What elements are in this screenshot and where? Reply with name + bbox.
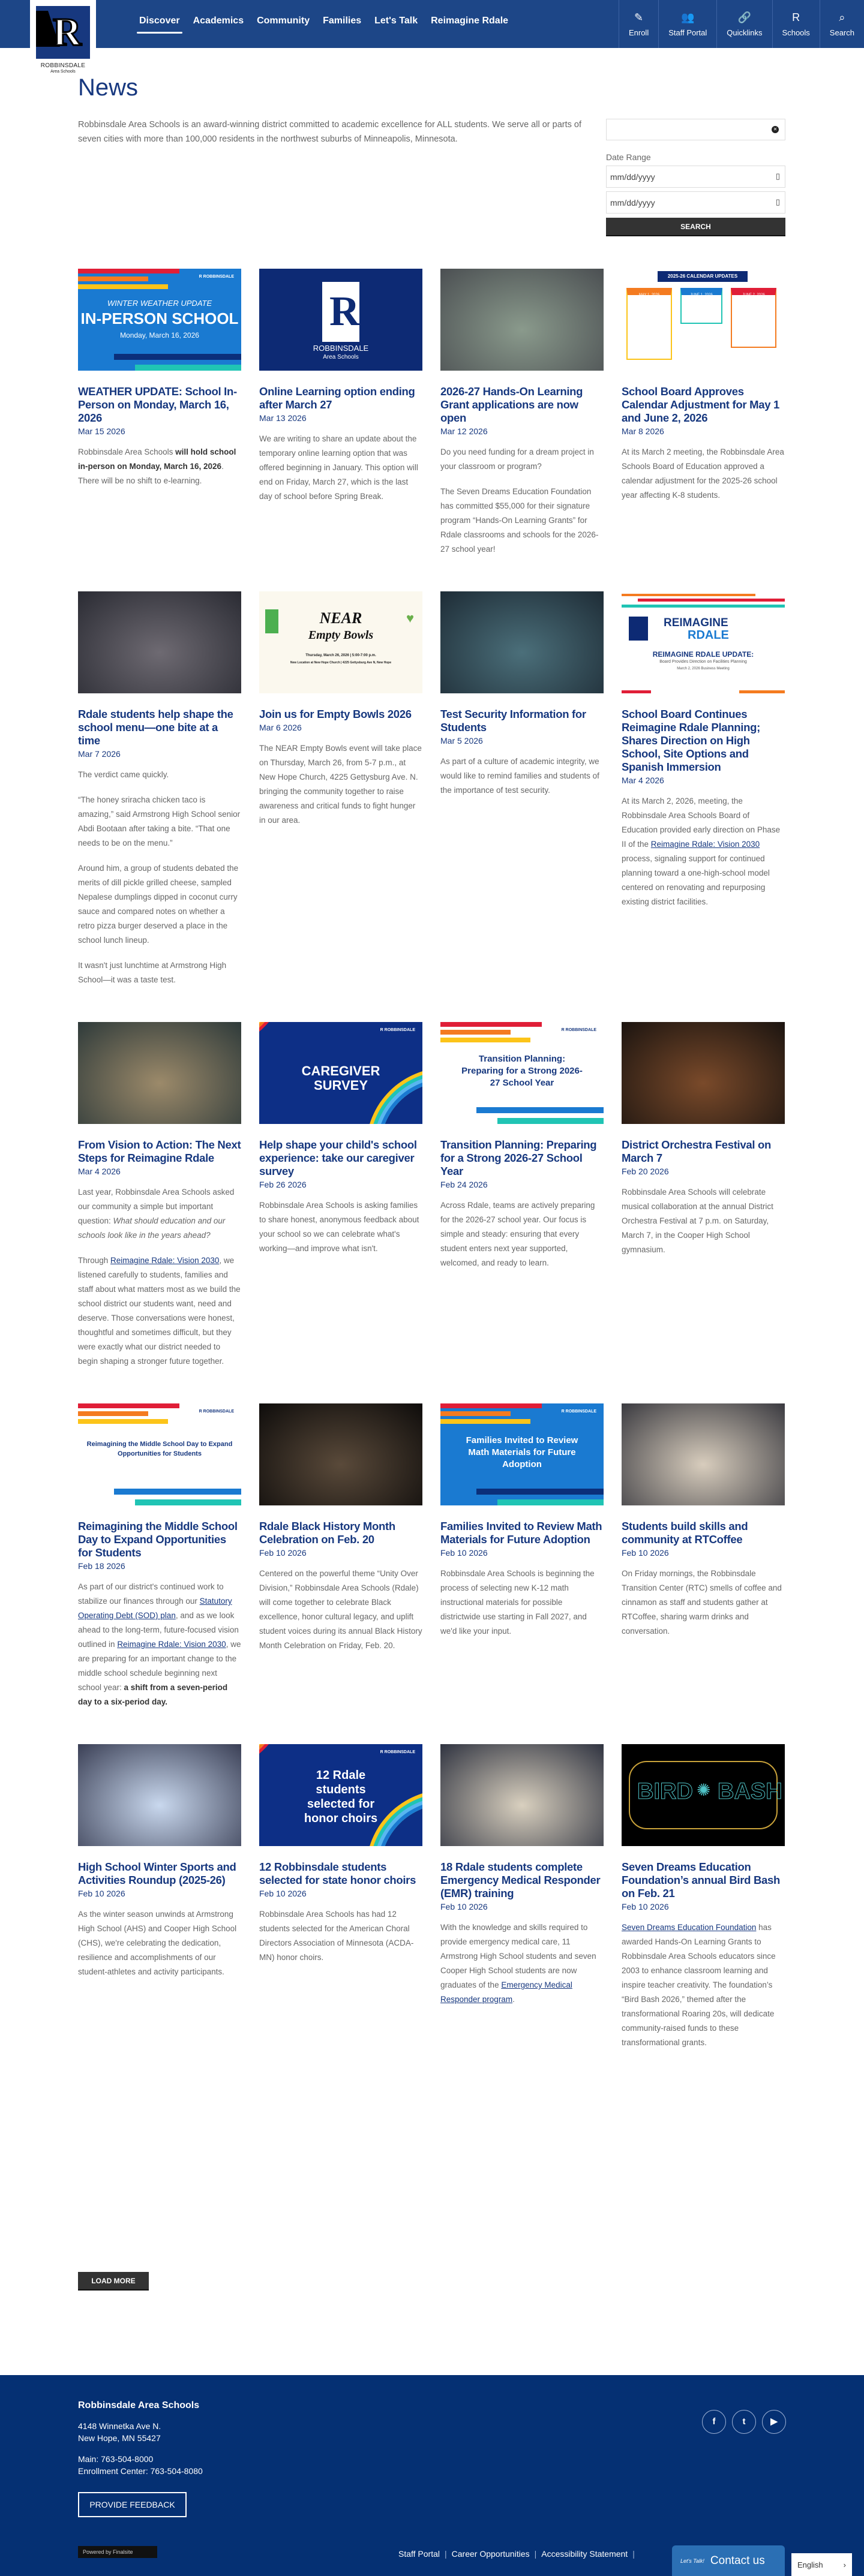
image-logo-sub: Area Schools <box>323 354 359 360</box>
news-image[interactable] <box>440 1022 604 1124</box>
district-mini-logo: R ROBBINSDALE <box>380 1028 415 1032</box>
utility-label: Quicklinks <box>727 28 763 37</box>
card-paragraph <box>440 1198 604 1270</box>
text: As part of our district's continued work to stabilize our finances through our <box>78 1582 224 1606</box>
image-title-bird: BIRD <box>637 1779 693 1804</box>
stripe <box>114 354 241 360</box>
district-mini-logo: R ROBBINSDALE <box>199 1409 234 1414</box>
news-date: Mar 5 2026 <box>440 736 483 746</box>
text: At its March 2, 2026, meeting, the Robbinsdale Area Schools Board of Education provided early direction on Phase II of the <box>622 796 781 849</box>
card-paragraph <box>440 485 604 557</box>
stripe <box>622 594 755 596</box>
news-date: Mar 8 2026 <box>622 426 664 436</box>
news-title-link[interactable]: Help shape your child's school experience: take our caregiver survey <box>259 1138 417 1177</box>
footer-main-phone[interactable]: Main: 763-504-8000 <box>78 2454 154 2464</box>
calendar-icon[interactable]: ▯ <box>775 197 780 206</box>
utility-label: Search <box>829 28 854 37</box>
news-card <box>259 1744 422 1965</box>
image-headline: Families Invited to Review Math Materials for Future Adoption <box>466 1435 578 1469</box>
utility-nav <box>619 0 864 48</box>
stripe <box>114 1489 241 1495</box>
contact-us-label: Contact us <box>710 2554 765 2567</box>
nav-reimagine-rdale[interactable]: Reimagine Rdale <box>431 16 509 26</box>
powered-by-finalsite[interactable]: Powered by Finalsite <box>78 2546 157 2558</box>
news-summary <box>622 445 785 503</box>
news-date: Feb 18 2026 <box>78 1561 125 1571</box>
text: process, signaling support for continued planning toward a one-high-school model centered on renovating and repurposing existing district facilities. <box>622 854 770 906</box>
card-paragraph <box>622 794 785 909</box>
image-headline: Transition Planning: Preparing for a Strong 2026-27 School Year <box>461 1054 583 1088</box>
inline-link[interactable]: Reimagine Rdale: Vision 2030 <box>110 1256 220 1265</box>
news-summary <box>78 768 241 987</box>
inline-link[interactable]: Statutory Operating Debt (SOD) plan <box>78 1597 232 1620</box>
utility-staff-portal[interactable] <box>658 0 716 48</box>
news-card <box>440 591 604 798</box>
calendar-icon[interactable]: ▯ <box>775 172 780 181</box>
news-card <box>259 1403 422 1653</box>
card-paragraph <box>78 958 241 987</box>
news-date: Mar 4 2026 <box>78 1167 121 1176</box>
news-summary <box>622 794 785 909</box>
social-links <box>702 2410 786 2434</box>
footer-enrollment-phone[interactable]: Enrollment Center: 763-504-8080 <box>78 2466 203 2476</box>
news-photo[interactable] <box>440 1744 604 1846</box>
news-date: Mar 13 2026 <box>259 413 307 423</box>
news-card <box>259 269 422 504</box>
text: . <box>512 1995 515 2004</box>
card-paragraph <box>622 1567 785 1639</box>
news-card <box>440 1744 604 2007</box>
card-paragraph <box>440 445 604 474</box>
logo-subtitle: Area Schools <box>50 70 76 74</box>
nav-lets-talk[interactable]: Let's Talk <box>374 16 418 26</box>
card-paragraph <box>78 445 241 488</box>
bold-text: a shift from a seven-period day to a six-period day. <box>78 1683 228 1706</box>
card-paragraph <box>622 1920 785 2050</box>
stripe <box>78 1419 168 1424</box>
news-date: Feb 10 2026 <box>259 1548 307 1558</box>
utility-quicklinks[interactable] <box>716 0 772 48</box>
news-photo[interactable] <box>440 269 604 371</box>
news-card <box>440 1022 604 1270</box>
card-paragraph <box>440 1920 604 2007</box>
image-title: NEAR <box>319 609 362 627</box>
site-header <box>0 0 864 48</box>
nav-academics[interactable]: Academics <box>193 16 244 26</box>
news-grid <box>78 269 786 2050</box>
text: Robbinsdale Area Schools has had 12 students selected for the American Choral Directors Association of Minnesota (ACDA-MN) honor choirs. <box>259 1910 414 1962</box>
card-paragraph <box>440 755 604 798</box>
news-title-link[interactable]: 12 Robbinsdale students selected for state honor choirs <box>259 1860 416 1886</box>
text: The Seven Dreams Education Foundation has committed $55,000 for their signature program “Hands-On Learning Grants” for Rdale classrooms and schools for the 2026-27 school year! <box>440 487 599 554</box>
stripe <box>476 1107 604 1113</box>
nav-community[interactable]: Community <box>257 16 310 26</box>
lets-talk-logo: Let's Talk! <box>680 2557 704 2564</box>
text: Robbinsdale Area Schools is asking families to share honest, anonymous feedback about your school so we can celebrate what's working—and improve what isn't. <box>259 1201 419 1253</box>
card-paragraph <box>622 1185 785 1257</box>
utility-label: Staff Portal <box>668 28 707 37</box>
image-date: March 2, 2026 Business Meeting <box>677 667 730 671</box>
stripe <box>78 284 168 289</box>
news-photo[interactable] <box>622 1403 785 1505</box>
text: With the knowledge and skills required to provide emergency medical care, 11 Armstrong High School students and seven Cooper High School students are now graduates of the <box>440 1923 596 1989</box>
footer-address-line2: New Hope, MN 55427 <box>78 2433 161 2443</box>
page-title: News <box>78 74 139 101</box>
news-title-link[interactable]: WEATHER UPDATE: School In-Person on Monday, March 16, 2026 <box>78 385 237 424</box>
text: As the winter season unwinds at Armstrong High School (AHS) and Cooper High School (CHS), we're celebrating the dedication, resilience and accomplishments of our student-athletes and activity participants. <box>78 1910 237 1976</box>
text: Through <box>78 1256 111 1265</box>
news-title-link[interactable]: District Orchestra Festival on March 7 <box>622 1138 772 1164</box>
text: Robbinsdale Area Schools is beginning the process of selecting new K-12 math instructional materials for possible districtwide use starting in Fall 2027, and we'd like your input. <box>440 1569 595 1636</box>
text: Robbinsdale Area Schools will celebrate musical collaboration at the annual District Orchestra Festival at 7 p.m. on Saturday, March 7, in the Cooper High School gymnasium. <box>622 1188 773 1254</box>
stripe <box>78 1411 148 1416</box>
text: Around him, a group of students debated the merits of dill pickle grilled cheese, sampled Nepalese dumplings dipped in coconut curry sauce and compared notes on whether a retro pizza burger deserved a place in the school lunch lineup. <box>78 864 239 945</box>
card-paragraph <box>78 768 241 782</box>
text: We are writing to share an update about the temporary online learning option that was offered beginning in January. This option will end on Friday, March 27, which is the last day of school before Spring Break. <box>259 434 418 501</box>
news-summary <box>622 1920 785 2050</box>
news-card <box>259 1022 422 1256</box>
utility-label: Schools <box>782 28 810 37</box>
near-heart-icon: ♥ <box>406 611 414 626</box>
text: has awarded Hands-On Learning Grants to Robbinsdale Area Schools educators since 2003 to enhance classroom learning and inspire teacher creativity. The foundation’s “Bird Bash 2026,” themed after the transformational Roaring 20s, will dedicate community-raised funds to these transformational grants. <box>622 1923 776 2047</box>
news-summary <box>440 755 604 798</box>
district-logo-icon <box>629 617 648 641</box>
main-nav <box>139 16 508 34</box>
news-date: Feb 10 2026 <box>440 1548 488 1558</box>
language-label: English <box>797 2560 823 2569</box>
image-headline: 12 Rdale students selected for honor choirs <box>304 1769 378 1825</box>
image-title-bash: BASH <box>718 1779 782 1804</box>
news-title-link[interactable]: Join us for Empty Bowls 2026 <box>259 708 412 720</box>
news-summary <box>259 432 422 504</box>
news-image[interactable] <box>78 1403 241 1505</box>
end-date-input[interactable] <box>606 191 785 214</box>
news-card <box>622 1744 785 2050</box>
image-box-label: JUNE 1, 2026 <box>680 288 722 324</box>
news-summary <box>259 1198 422 1256</box>
news-image[interactable] <box>259 1744 422 1846</box>
stripe <box>78 1403 179 1408</box>
text: On Friday mornings, the Robbinsdale Transition Center (RTC) smells of coffee and cinnamon as staff and students gather at RTCoffee, sharing warm drinks and conversation. <box>622 1569 782 1636</box>
news-card <box>440 1403 604 1639</box>
news-summary <box>78 445 241 488</box>
news-photo[interactable] <box>259 1403 422 1505</box>
start-date-input[interactable] <box>606 166 785 188</box>
news-photo[interactable] <box>78 1022 241 1124</box>
stripe <box>440 1038 530 1042</box>
card-paragraph <box>78 1185 241 1243</box>
news-title-link[interactable]: Reimagining the Middle School Day to Expand Opportunities for Students <box>78 1520 238 1559</box>
inline-link[interactable]: Seven Dreams Education Foundation <box>622 1923 757 1932</box>
news-image[interactable] <box>259 1022 422 1124</box>
text: “The honey sriracha chicken taco is amazing,” said Armstrong High School senior Abdi Bootaan after taking a bite. “That one needs to be on the menu.” <box>78 795 241 847</box>
news-summary <box>440 1567 604 1639</box>
news-card <box>259 591 422 828</box>
card-paragraph <box>259 432 422 504</box>
stripe <box>622 605 785 608</box>
news-title-link[interactable]: Test Security Information for Students <box>440 708 586 734</box>
image-reimagine: REIMAGINE <box>664 617 728 629</box>
district-mini-logo: R ROBBINSDALE <box>380 1750 415 1754</box>
text: Robbinsdale Area Schools <box>78 447 176 456</box>
news-photo[interactable] <box>622 1022 785 1124</box>
news-summary <box>440 1920 604 2007</box>
news-card <box>622 1022 785 1257</box>
news-summary <box>259 1567 422 1653</box>
text: , we listened carefully to students, families and staff about what matters most as we build the school district our students want, need and deserve. Those conversations were honest, thoughtful and sometimes difficult, but they were exactly what our district needed to begin shaping a stronger future together. <box>78 1256 241 1366</box>
news-date: Mar 12 2026 <box>440 426 488 436</box>
stripe <box>440 1022 542 1027</box>
stripe <box>440 1403 542 1408</box>
image-box-label: JUNE 2, 2026 <box>731 288 776 348</box>
bold-text: will hold school in-person on Monday, March 16, 2026 <box>78 447 236 471</box>
news-image[interactable] <box>622 591 785 693</box>
card-paragraph <box>78 1907 241 1979</box>
news-card <box>78 269 241 488</box>
text: Centered on the powerful theme “Unity Over Division,” Robbinsdale Area Schools (Rdale) will come together to celebrate Black excellence, honor cultural legacy, and uplift student voices during its annual Black History Month Celebration on Friday, Feb. 20. <box>259 1569 422 1650</box>
divider: | <box>445 2549 447 2559</box>
utility-label: Enroll <box>628 28 649 37</box>
news-image[interactable] <box>622 269 785 371</box>
news-title-link[interactable]: School Board Continues Reimagine Rdale Planning; Shares Direction on High School, Site Options and Spanish Immersion <box>622 708 760 773</box>
clear-icon[interactable]: ✕ <box>772 126 779 133</box>
card-paragraph <box>622 445 785 503</box>
news-card <box>78 1744 241 1979</box>
date-range-label: Date Range <box>606 152 651 162</box>
district-mini-logo: R ROBBINSDALE <box>199 275 234 279</box>
news-summary <box>622 1185 785 1257</box>
utility-search[interactable] <box>820 0 864 48</box>
card-paragraph <box>78 1254 241 1369</box>
image-kicker: WINTER WEATHER UPDATE <box>107 299 212 308</box>
news-title-link[interactable]: High School Winter Sports and Activities Roundup (2025-26) <box>78 1860 236 1886</box>
divider: | <box>632 2549 635 2559</box>
district-logo[interactable] <box>30 0 96 76</box>
news-summary <box>259 1907 422 1965</box>
nav-families[interactable]: Families <box>323 16 362 26</box>
news-photo[interactable] <box>78 1744 241 1846</box>
end-date-placeholder: mm/dd/yyyy <box>610 198 655 208</box>
news-summary <box>78 1185 241 1369</box>
image-subline: Board Provides Direction on Facilities Planning <box>659 660 747 664</box>
news-title-link[interactable]: Transition Planning: Preparing for a Strong 2026-27 School Year <box>440 1138 597 1177</box>
contact-us-button[interactable] <box>672 2545 785 2576</box>
image-logo-name: ROBBINSDALE <box>313 344 369 353</box>
news-date: Mar 6 2026 <box>259 723 302 732</box>
chevron-right-icon: › <box>843 2560 846 2569</box>
news-title-link[interactable]: Online Learning option ending after March 27 <box>259 385 415 411</box>
text: At its March 2 meeting, the Robbinsdale Area Schools Board of Education approved a calendar adjustment for the 2025-26 school year affecting K-8 students. <box>622 447 784 500</box>
news-title-link[interactable]: School Board Approves Calendar Adjustment for May 1 and June 2, 2026 <box>622 385 780 424</box>
news-date: Feb 26 2026 <box>259 1180 307 1189</box>
rainbow-arc <box>259 1022 277 1040</box>
peacock-icon: ✺ <box>697 1781 711 1799</box>
image-subtitle: Empty Bowls <box>308 629 374 642</box>
news-photo[interactable] <box>78 591 241 693</box>
image-subline: Monday, March 16, 2026 <box>120 331 199 339</box>
text: Do you need funding for a dream project in your classroom or program? <box>440 447 594 471</box>
news-title-link[interactable]: From Vision to Action: The Next Steps for Reimagine Rdale <box>78 1138 241 1164</box>
stripe <box>497 1499 604 1505</box>
news-filter <box>606 119 785 236</box>
text: , and as we look ahead to the long-term, future-focused vision outlined in <box>78 1611 239 1649</box>
news-date: Feb 10 2026 <box>259 1889 307 1898</box>
nav-discover[interactable]: Discover <box>139 16 180 34</box>
stripe <box>497 1118 604 1124</box>
district-mini-logo: R ROBBINSDALE <box>561 1028 596 1032</box>
divider: | <box>534 2549 537 2559</box>
district-logo-icon: R <box>322 282 359 342</box>
news-summary <box>440 1198 604 1270</box>
provide-feedback-button[interactable]: PROVIDE FEEDBACK <box>78 2492 187 2517</box>
stripe <box>135 1499 241 1505</box>
text: The verdict came quickly. <box>78 770 169 779</box>
news-title-link[interactable]: Students build skills and community at RTCoffee <box>622 1520 748 1546</box>
pencil-icon: ✎ <box>634 11 644 23</box>
news-image[interactable] <box>78 269 241 371</box>
card-paragraph <box>78 1580 241 1709</box>
image-headline: IN-PERSON SCHOOL <box>80 309 239 327</box>
news-summary <box>78 1907 241 1979</box>
stripe <box>476 1489 604 1495</box>
news-date: Feb 20 2026 <box>622 1167 669 1176</box>
inline-link[interactable]: Reimagine Rdale: Vision 2030 <box>117 1640 226 1649</box>
card-paragraph <box>259 1907 422 1965</box>
footer-link-accessibility[interactable]: Accessibility Statement <box>541 2549 628 2559</box>
news-date: Mar 7 2026 <box>78 749 121 759</box>
utility-schools[interactable] <box>772 0 820 48</box>
keyword-input[interactable] <box>606 119 785 140</box>
start-date-placeholder: mm/dd/yyyy <box>610 172 655 182</box>
image-banner: 2025-26 CALENDAR UPDATES <box>658 271 748 282</box>
news-date: Feb 10 2026 <box>78 1889 125 1898</box>
news-summary <box>622 1567 785 1639</box>
text: Last year, Robbinsdale Area Schools asked our community a simple but important question: <box>78 1188 235 1225</box>
image-box-label: MAY 1, 2026 <box>626 288 672 360</box>
text: It wasn't just lunchtime at Armstrong High School—it was a taste test. <box>78 961 227 984</box>
news-date: Feb 10 2026 <box>440 1902 488 1911</box>
news-image[interactable] <box>622 1744 785 1846</box>
news-card <box>622 1403 785 1639</box>
logo-mark-icon: R <box>36 6 90 59</box>
stripe <box>135 365 241 371</box>
logo-name: ROBBINSDALE <box>40 62 86 69</box>
news-image[interactable] <box>259 591 422 693</box>
news-card <box>622 591 785 909</box>
people-icon: 👥 <box>681 11 695 23</box>
news-date: Feb 24 2026 <box>440 1180 488 1189</box>
stripe <box>78 276 148 281</box>
stripe <box>622 690 651 693</box>
news-summary <box>259 741 422 828</box>
search-button[interactable]: SEARCH <box>606 218 785 236</box>
inline-link[interactable]: Reimagine Rdale: Vision 2030 <box>650 840 760 849</box>
news-date: Mar 15 2026 <box>78 426 125 436</box>
twitter-icon[interactable]: t <box>732 2410 756 2434</box>
card-paragraph <box>440 1567 604 1639</box>
image-headline: CAREGIVER SURVEY <box>301 1063 380 1093</box>
news-card <box>440 269 604 557</box>
news-card <box>622 269 785 503</box>
text: , we are preparing for an important change to the middle school schedule beginning next school year: <box>78 1640 241 1692</box>
image-event-location: New Location at New Hope Church | 4225 Gettysburg Ave N, New Hope <box>290 661 392 665</box>
facebook-icon[interactable]: f <box>702 2410 726 2434</box>
footer-links <box>398 2549 640 2559</box>
search-icon: ⌕ <box>839 11 845 23</box>
stripe <box>440 1030 511 1035</box>
news-card <box>78 1022 241 1369</box>
footer-link-careers[interactable]: Career Opportunities <box>451 2549 530 2559</box>
card-paragraph <box>78 861 241 948</box>
stripe <box>739 690 785 693</box>
image-headline: Reimagining the Middle School Day to Expand Opportunities for Students <box>86 1441 233 1457</box>
youtube-icon[interactable]: ▶ <box>762 2410 786 2434</box>
news-image[interactable] <box>440 1403 604 1505</box>
news-title-link[interactable]: Families Invited to Review Math Materials for Future Adoption <box>440 1520 602 1546</box>
italic-text: What should education and our schools look like in the years ahead? <box>78 1216 226 1240</box>
news-title-link[interactable]: Seven Dreams Education Foundation’s annual Bird Bash on Feb. 21 <box>622 1860 781 1899</box>
stripe <box>638 599 785 602</box>
school-logo-icon: R <box>792 11 800 23</box>
text: . There will be no shift to e-learning. <box>78 462 224 485</box>
news-date: Mar 4 2026 <box>622 775 664 785</box>
news-card <box>78 1403 241 1709</box>
footer-address-line1: 4148 Winnetka Ave N. <box>78 2421 161 2431</box>
card-paragraph <box>259 1198 422 1256</box>
text: The NEAR Empty Bowls event will take place on Thursday, March 26, from 5-7 p.m., at New Hope Church, 4225 Gettysburg Ave. N. bringing the community together to raise awareness and critical funds to fight hunger in our area. <box>259 744 422 825</box>
image-event-date: Thursday, March 26, 2026 | 5:00-7:00 p.m. <box>305 654 376 657</box>
text: Across Rdale, teams are actively preparing for the 2026-27 school year. Our focus is simple and steady: ensuring that every student enters next year supported, welcomed, and ready to learn. <box>440 1201 595 1267</box>
news-summary <box>78 1580 241 1709</box>
stripe <box>78 269 179 273</box>
news-summary <box>440 445 604 557</box>
footer-org-name: Robbinsdale Area Schools <box>78 2400 200 2410</box>
intro-text: Robbinsdale Area Schools is an award-winning district committed to academic excellence for ALL students. We serve all or parts of seven cities with more than 100,000 residents in the northwest suburbs of Minneapolis, Minnesota. <box>78 120 581 144</box>
card-paragraph <box>78 793 241 850</box>
news-title-link[interactable]: 2026-27 Hands-On Learning Grant applications are now open <box>440 385 583 424</box>
image-headline: REIMAGINE RDALE UPDATE: <box>652 650 754 659</box>
news-date: Feb 10 2026 <box>622 1902 669 1911</box>
inline-link[interactable]: Emergency Medical Responder program <box>440 1980 572 2004</box>
rainbow-arc <box>259 1744 277 1762</box>
news-card <box>78 591 241 987</box>
footer-link-staff-portal[interactable]: Staff Portal <box>398 2549 440 2559</box>
link-icon: 🔗 <box>737 11 752 23</box>
news-title-link[interactable]: 18 Rdale students complete Emergency Medical Responder (EMR) training <box>440 1860 601 1899</box>
news-date: Feb 10 2026 <box>622 1548 669 1558</box>
load-more-button[interactable]: LOAD MORE <box>78 2272 149 2291</box>
news-title-link[interactable]: Rdale Black History Month Celebration on Feb. 20 <box>259 1520 395 1546</box>
card-paragraph <box>259 1567 422 1653</box>
stripe <box>440 1411 511 1416</box>
image-rdale: RDALE <box>688 629 729 642</box>
news-title-link[interactable]: Rdale students help shape the school menu—one bite at a time <box>78 708 233 747</box>
district-mini-logo: R ROBBINSDALE <box>561 1409 596 1414</box>
news-photo[interactable] <box>440 591 604 693</box>
news-image[interactable] <box>259 269 422 371</box>
card-paragraph <box>259 741 422 828</box>
language-selector[interactable] <box>791 2553 852 2576</box>
utility-enroll[interactable] <box>619 0 658 48</box>
text: As part of a culture of academic integrity, we would like to remind families and students of the importance of test security. <box>440 757 599 795</box>
stripe <box>440 1419 530 1424</box>
